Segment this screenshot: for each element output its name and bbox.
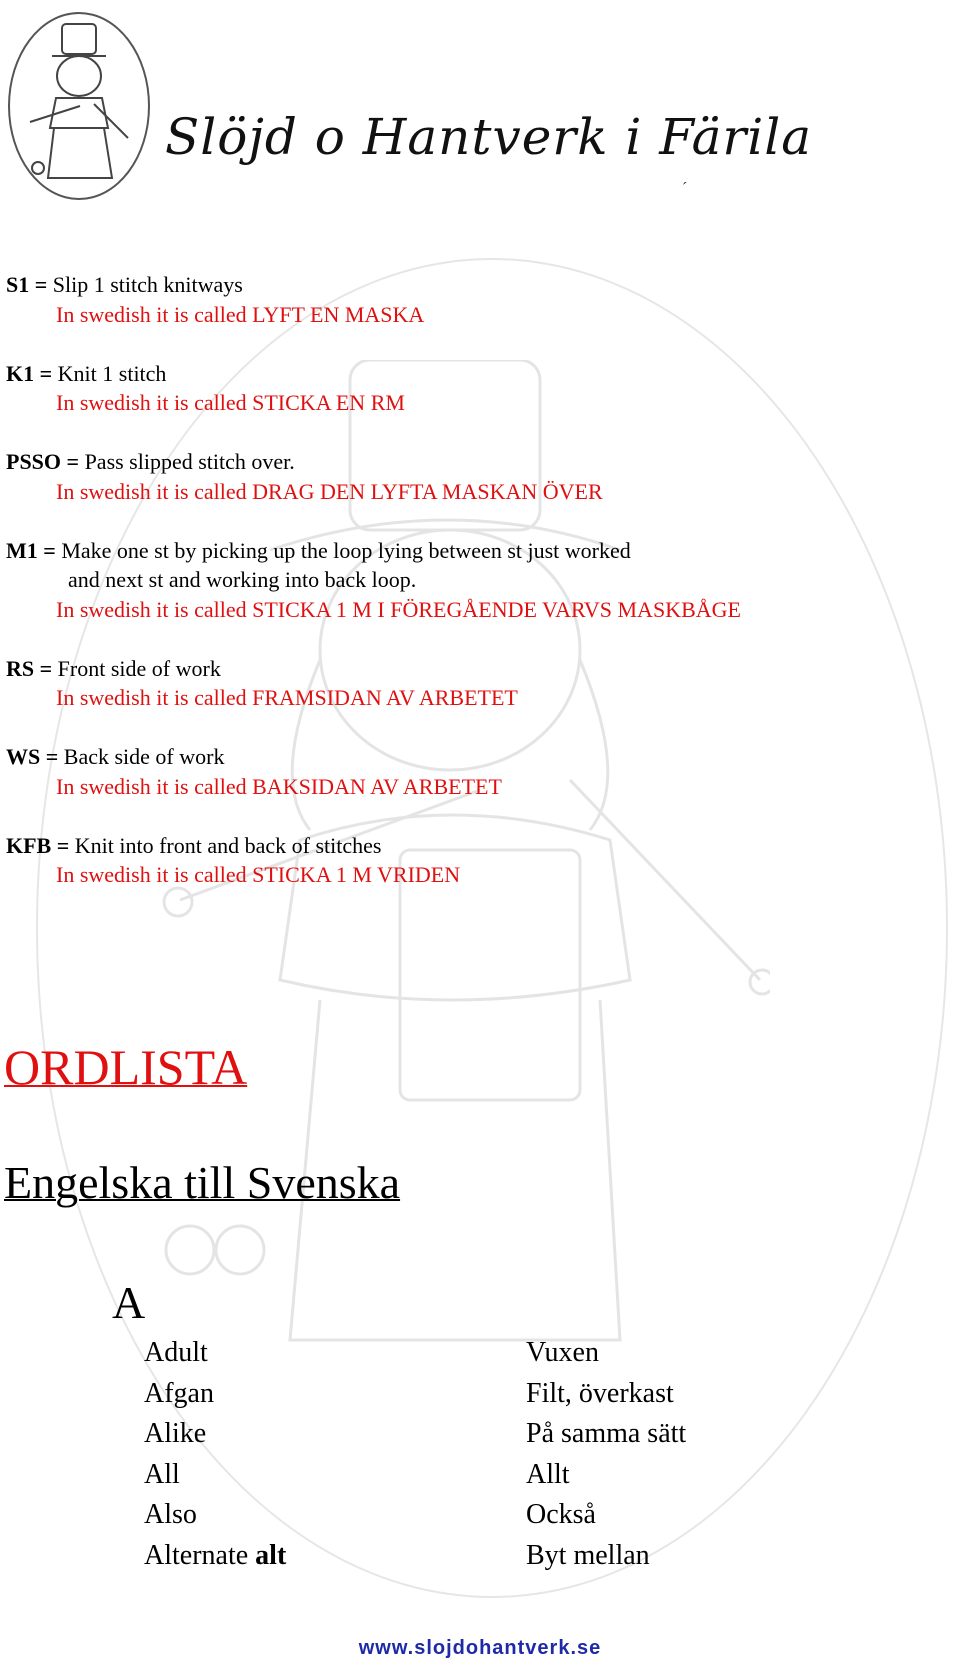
abbreviation-entry <box>6 536 936 625</box>
abbreviation-definition: Back side of work <box>58 744 225 769</box>
abbreviation-term: RS = <box>6 655 53 681</box>
glossary-swedish: Allt <box>526 1458 570 1490</box>
abbreviation-entry <box>6 270 936 329</box>
glossary-english: Afgan <box>144 1377 214 1409</box>
ordlista-heading: ORDLISTA <box>4 1039 248 1095</box>
swedish-translation: In swedish it is called LYFT EN MASKA <box>56 301 425 327</box>
swedish-translation: In swedish it is called FRAMSIDAN AV ARBETET <box>56 685 518 710</box>
abbreviation-entry <box>6 359 936 418</box>
section-subheading: Engelska till Svenska <box>4 1157 401 1208</box>
brand-logo-text: Slöjd o Hantverk i Färila <box>165 108 813 166</box>
swedish-translation: In swedish it is called BAKSIDAN AV ARBETET <box>56 773 502 799</box>
swedish-translation: In swedish it is called STICKA EN RM <box>56 390 405 415</box>
swedish-translation: In swedish it is called DRAG DEN LYFTA MASKAN ÖVER <box>56 478 603 504</box>
abbreviation-definition-continued: and next st and working into back loop. <box>68 567 417 592</box>
abbreviation-definition: Knit 1 stitch <box>52 360 167 386</box>
abbreviation-term: K1 = <box>6 360 53 386</box>
glossary-english: Alternate alt <box>144 1539 287 1571</box>
abbreviation-definition: Make one st by picking up the loop lying between st just worked <box>55 537 631 563</box>
glossary-row <box>144 1414 844 1455</box>
abbreviation-term: M1 = <box>6 537 56 563</box>
glossary-english: All <box>144 1458 180 1490</box>
glossary-english: Alike <box>144 1418 207 1450</box>
abbreviation-entry <box>6 447 936 506</box>
swedish-translation: In swedish it is called STICKA 1 M VRIDEN <box>56 862 461 887</box>
abbreviation-definition: Pass slipped stitch over. <box>79 449 295 474</box>
abbreviation-definition: Slip 1 stitch knitways <box>47 272 243 297</box>
glossary-english: Also <box>144 1499 197 1531</box>
abbreviation-entry <box>6 654 936 713</box>
footer-website-link[interactable]: www.slojdohantverk.se <box>358 1637 602 1659</box>
stray-mark: ´ <box>682 180 688 197</box>
abbreviation-term: PSSO = <box>6 449 80 474</box>
abbreviation-definition: Knit into front and back of stitches <box>69 832 382 858</box>
glossary-swedish: Också <box>526 1499 596 1531</box>
glossary-list <box>144 1333 844 1576</box>
abbreviation-entry <box>6 831 936 890</box>
abbreviation-term: S1 = <box>6 272 48 297</box>
glossary-row <box>144 1455 844 1496</box>
glossary-english: Adult <box>144 1337 208 1369</box>
glossary-swedish: På samma sätt <box>526 1418 687 1450</box>
glossary-swedish: Byt mellan <box>526 1539 650 1571</box>
abbreviation-term: WS = <box>6 744 59 769</box>
abbreviation-term: KFB = <box>6 832 70 858</box>
abbreviation-definition: Front side of work <box>52 655 221 681</box>
glossary-row <box>144 1333 844 1374</box>
glossary-row <box>144 1374 844 1415</box>
abbreviation-list <box>6 270 936 919</box>
glossary-row <box>144 1495 844 1536</box>
glossary-section-letter: A <box>112 1277 146 1328</box>
swedish-translation: In swedish it is called STICKA 1 M I FÖREGÅENDE VARVS MASKBÅGE <box>56 596 741 622</box>
glossary-swedish: Filt, överkast <box>526 1377 674 1409</box>
glossary-swedish: Vuxen <box>526 1337 599 1369</box>
glossary-row <box>144 1536 844 1577</box>
abbreviation-entry <box>6 742 936 801</box>
logo-knitter-icon <box>24 18 134 188</box>
